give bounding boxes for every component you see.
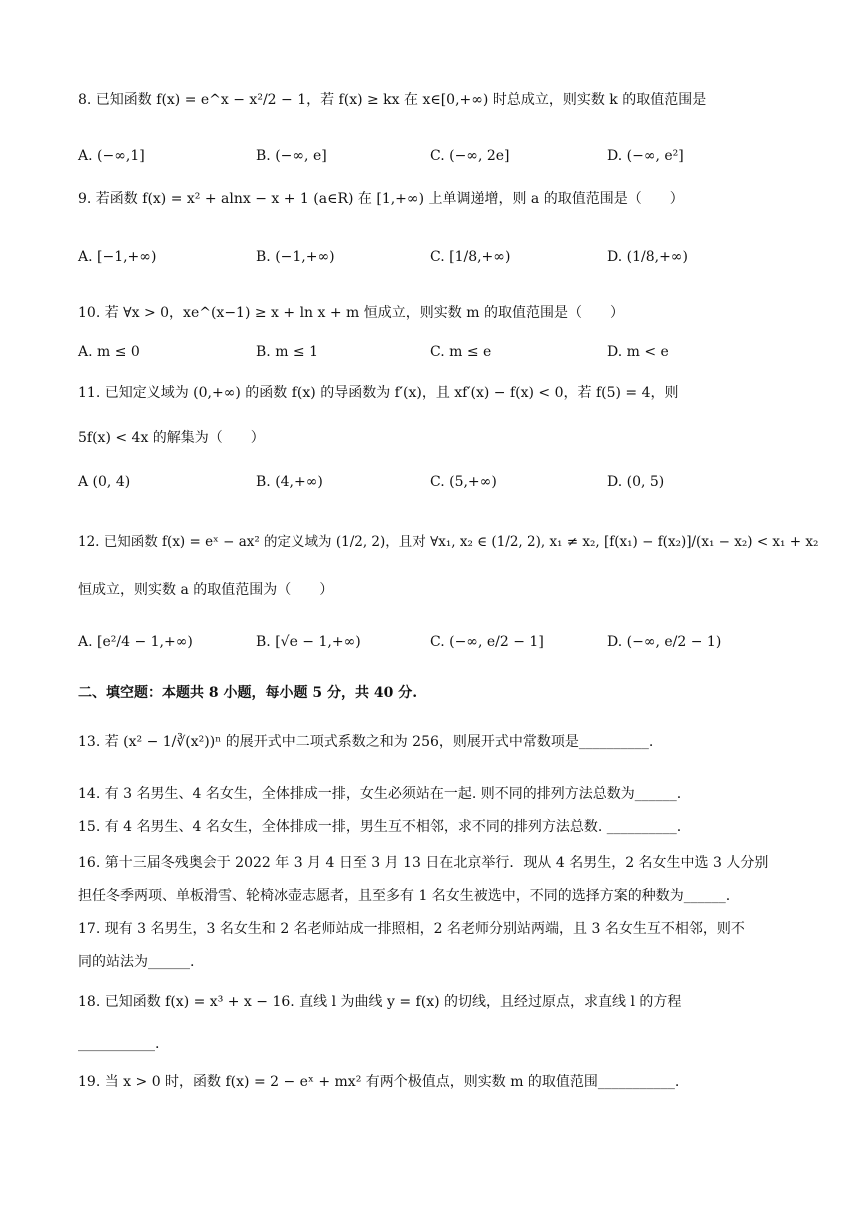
q12-option-c: C. (−∞, e/2 − 1] [430, 634, 544, 650]
q10-option-c: C. m ≤ e [430, 344, 492, 360]
q15-text: 15. 有 4 名男生、4 名女生，全体排成一排，男生互不相邻，求不同的排列方法总数. __________. [78, 819, 682, 835]
q9-option-c: C. [1/8,+∞) [430, 249, 511, 265]
q11-option-d: D. (0, 5) [607, 474, 665, 490]
q19-text: 19. 当 x > 0 时，函数 f(x) = 2 − eˣ + mx² 有两个极值点，则实数 m 的取值范围___________. [78, 1074, 680, 1090]
q18-text-line1: 18. 已知函数 f(x) = x³ + x − 16. 直线 l 为曲线 y = f(x) 的切线，且经过原点，求直线 l 的方程 [78, 994, 682, 1010]
q9-option-b: B. (−1,+∞) [256, 249, 335, 265]
q9-option-d: D. (1/8,+∞) [607, 249, 688, 265]
q12-option-a: A. [e²/4 − 1,+∞) [78, 634, 193, 650]
section-2-title: 二、填空题：本题共 8 小题，每小题 5 分，共 40 分. [78, 685, 418, 701]
q8-option-d: D. (−∞, e²] [607, 148, 684, 164]
q10-stem: 10. 若 ∀x > 0，xe^(x−1) ≥ x + ln x + m 恒成立，则实数 m 的取值范围是（ ） [78, 305, 624, 321]
q8-option-c: C. (−∞, 2e] [430, 148, 510, 164]
q9-option-a: A. [−1,+∞) [78, 249, 157, 265]
q8-option-a: A. (−∞,1] [78, 148, 145, 164]
q14-text: 14. 有 3 名男生、4 名女生，全体排成一排，女生必须站在一起. 则不同的排列方法总数为______. [78, 786, 682, 802]
q11-option-c: C. (5,+∞) [430, 474, 497, 490]
q17-text-line2: 同的站法为______. [78, 954, 195, 970]
q8-option-b: B. (−∞, e] [256, 148, 327, 164]
q11-option-a: A (0, 4) [78, 474, 131, 490]
q18-text-line2: ___________. [78, 1036, 160, 1052]
q11-stem-line1: 11. 已知定义域为 (0,+∞) 的函数 f(x) 的导函数为 f′(x)，且 xf′(x) − f(x) < 0，若 f(5) = 4，则 [78, 385, 679, 401]
q12-option-b: B. [√e − 1,+∞) [256, 634, 361, 650]
q10-option-b: B. m ≤ 1 [256, 344, 319, 360]
q13-text: 13. 若 (x² − 1/∛(x²))ⁿ 的展开式中二项式系数之和为 256，则展开式中常数项是__________. [78, 734, 654, 750]
q8-stem: 8. 已知函数 f(x) = e^x − x²/2 − 1，若 f(x) ≥ kx 在 x∈[0,+∞) 时总成立，则实数 k 的取值范围是 [78, 92, 707, 108]
q11-stem-line2: 5f(x) < 4x 的解集为（ ） [78, 430, 265, 446]
q17-text-line1: 17. 现有 3 名男生，3 名女生和 2 名老师站成一排照相，2 名老师分别站两端，且 3 名女生互不相邻，则不 [78, 921, 745, 937]
q12-option-d: D. (−∞, e/2 − 1) [607, 634, 722, 650]
q10-option-a: A. m ≤ 0 [78, 344, 140, 360]
q16-text-line1: 16. 第十三届冬残奥会于 2022 年 3 月 4 日至 3 月 13 日在北京举行．现从 4 名男生，2 名女生中选 3 人分别 [78, 855, 769, 871]
q10-option-d: D. m < e [607, 344, 669, 360]
q12-stem-line2: 恒成立，则实数 a 的取值范围为（ ） [78, 582, 334, 598]
q11-option-b: B. (4,+∞) [256, 474, 323, 490]
q16-text-line2: 担任冬季两项、单板滑雪、轮椅冰壶志愿者，且至多有 1 名女生被选中，不同的选择方案的种数为______. [78, 888, 731, 904]
q12-stem-line1: 12. 已知函数 f(x) = eˣ − ax² 的定义域为 (1/2, 2)，且对 ∀x₁, x₂ ∈ (1/2, 2), x₁ ≠ x₂, [f(x₁) − f(x₂)]/(x₁ − x₂) < x₁ + x₂ [78, 534, 819, 550]
q9-stem: 9. 若函数 f(x) = x² + alnx − x + 1 (a∈R) 在 [1,+∞) 上单调递增，则 a 的取值范围是（ ） [78, 191, 684, 207]
